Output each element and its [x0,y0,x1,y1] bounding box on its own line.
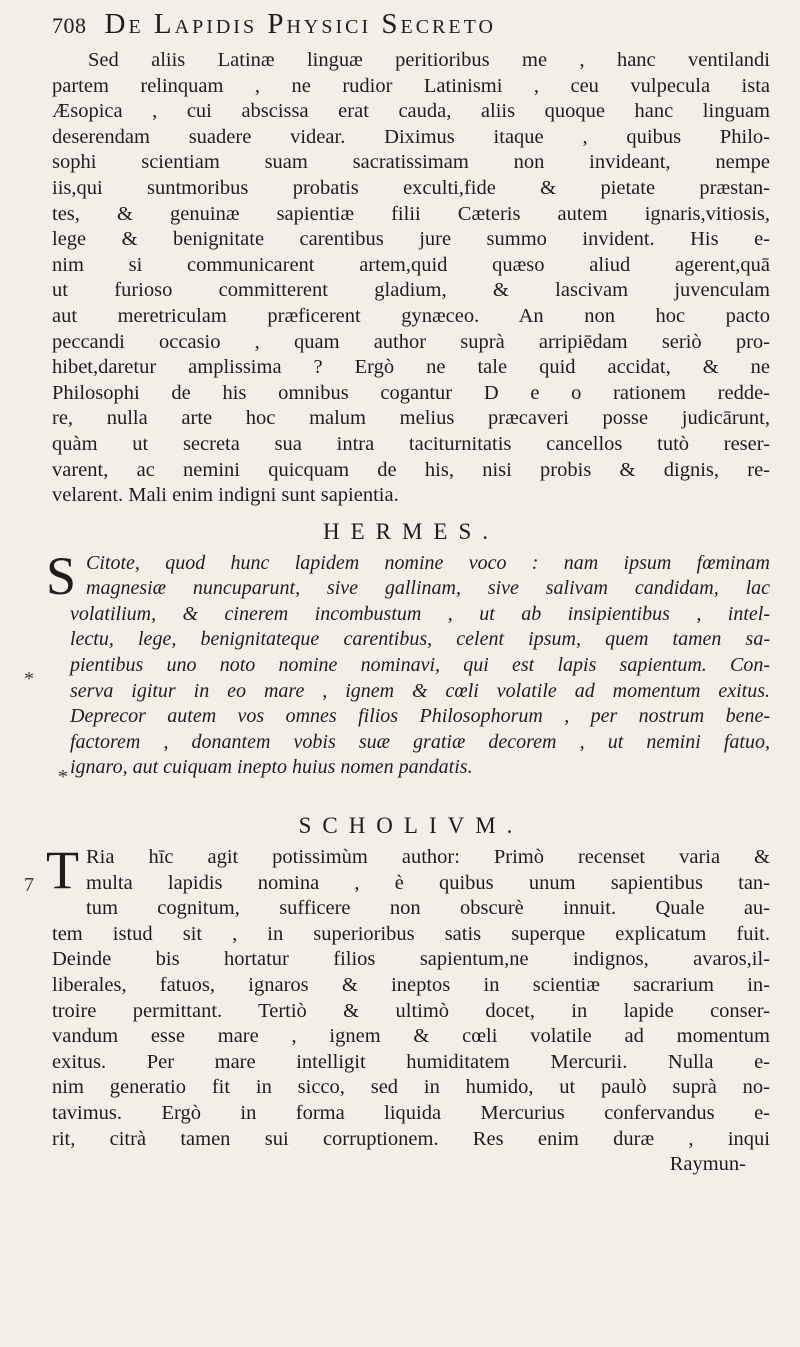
text-line: tem istud sit , in superioribus satis superque explicatum fuit. [52,922,770,945]
hermes-quotation [46,545,770,781]
text-line: vandum esse mare , ignem & cœli volatile ad momentum [52,1025,770,1048]
text-line: Deinde bis hortatur filios sapientum,ne indignos, avaros,il- [52,948,770,971]
text-line: Sed aliis Latinæ linguæ peritioribus me , hanc ventilandi [88,49,770,71]
page-header [52,8,770,48]
text-line: tum cognitum, sufficere non obscurè innuit. Quale au- [86,897,770,920]
text-line: nim generatio fit in sicco, sed in humido, ut paulò suprà no- [52,1076,770,1099]
margin-mark: 7 [24,874,34,896]
text-line: sophi scientiam suam sacratissimam non invideant, nempe [52,151,770,174]
text-line: Ria hīc agit potissimùm author: Primò recenset varia & [86,846,770,869]
text-line: aut meretriculam præficerent gynæceo. An non hoc pacto [52,304,770,327]
text-line: hibet,daretur amplissima ? Ergò ne tale quid accidat, & ne [52,356,770,379]
text-line: Citote, quod hunc lapidem nomine voco : nam ipsum fœminam [86,551,770,574]
scholium-paragraph [46,840,770,1178]
intro-paragraph [52,48,770,509]
text-line: liberales, fatuos, ignaros & ineptos in scientiæ sacrarium in- [52,974,770,996]
text-line: peccandi occasio , quam author suprà arripiēdam seriò pro- [52,330,770,353]
text-line: factorem , donantem vobis suæ gratiæ decorem , ut nemini fatuo, [70,730,770,753]
text-line: varent, ac nemini quicquam de his, nisi probis & dignis, re- [52,458,770,481]
scholium-drop-cap: T [46,840,79,901]
text-line: ut furioso committerent gladium, & lascivam juvenculam [52,279,770,302]
text-line: partem relinquam , ne rudior Latinismi , ceu vulpecula ista [52,74,770,97]
margin-mark: * [58,766,68,788]
text-line: rit, citrà tamen sui corruptionem. Res enim duræ , inqui [52,1127,770,1150]
text-line: lege & benignitate carentibus jure summo invident. His e- [52,228,770,251]
text-line: Deprecor autem vos omnes filios Philosophorum , per nostrum bene- [70,705,770,728]
running-head: De Lapidis Physici Secreto [104,8,496,40]
margin-mark: * [24,668,34,690]
text-line: Philosophi de his omnibus cogantur D e o rationem redde- [52,381,770,404]
text-line: volatilium, & cinerem incombustum , ut ab insipientibus , intel- [70,602,770,625]
hermes-drop-cap: S [46,545,77,606]
text-line: serva igitur in eo mare , ignem & cœli volatile ad momentum exitus. [70,679,770,702]
text-line: velarent. Mali enim indigni sunt sapientia. [52,484,399,507]
text-line: troire permittant. Tertiò & ultimò docet, in lapide conser- [52,999,770,1022]
text-line: re, nulla arte hoc malum melius præcaveri posse judicārunt, [52,407,770,430]
text-line: Æsopica , cui abscissa erat cauda, aliis quoque hanc linguam [52,100,770,123]
hermes-heading: HERMES. [322,518,500,544]
text-line: quàm ut secreta sua intra taciturnitatis cancellos tutò reser- [52,432,770,455]
text-line: ignaro, aut cuiquam inepto huius nomen pandatis. [70,756,473,779]
text-line: tavimus. Ergò in forma liquida Mercurius confervandus e- [52,1101,770,1124]
page-number: 708 [52,13,87,38]
text-line: nim si communicarent artem,quid quæso aliud agerent,quā [52,253,770,276]
text-line: magnesiæ nuncuparunt, sive gallinam, sive salivam candidam, lac [86,577,770,600]
text-line: pientibus uno noto nomine nominavi, qui est lapis sapientum. Con- [70,654,770,677]
text-line: iis,qui suntmoribus probatis exculti,fide & pietate præstan- [52,176,770,199]
text-line: exitus. Per mare intelligit humiditatem Mercurii. Nulla e- [52,1050,770,1073]
text-line: multa lapidis nomina , è quibus unum sapientibus tan- [86,871,770,894]
text-line: lectu, lege, benignitateque carentibus, celent ipsum, quem tamen sa- [70,628,770,651]
text-line: tes, & genuinæ sapientiæ filii Cæteris autem ignaris,vitiosis, [52,202,770,225]
catchword: Raymun- [669,1153,746,1176]
text-line: deserendam suadere videar. Diximus itaque , quibus Philo- [52,125,770,148]
scholium-heading: SCHOLIVM. [298,813,524,839]
